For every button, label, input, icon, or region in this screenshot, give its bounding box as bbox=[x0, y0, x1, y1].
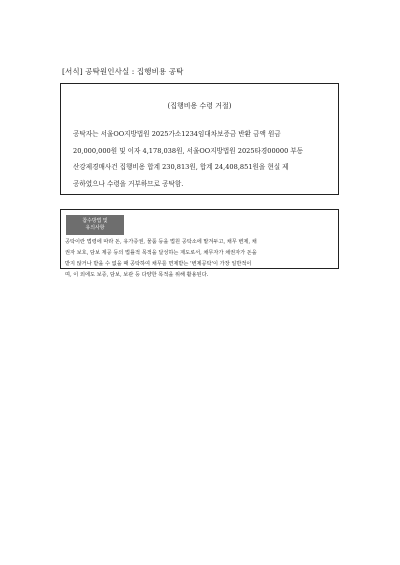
paragraph-line: 20,000,000원 및 이자 4,178,038원, 서울OO지방법원 2025타경00000 부동 bbox=[73, 146, 304, 155]
paragraph-line: 공탁자는 서울OO지방법원 2025가소1234임대차보증금 반환 금액 원금 bbox=[73, 130, 281, 138]
notes-tag-line: 참수방법 및 bbox=[82, 218, 108, 224]
notes-body bbox=[65, 237, 332, 281]
notes-line: 며, 이 외에도 보증, 담보, 보관 등 다양한 목적을 위해 활용된다. bbox=[65, 272, 209, 278]
deposit-cause-box bbox=[60, 83, 339, 195]
notes-tag-label bbox=[66, 215, 124, 235]
deposit-subtitle: (집행비용 수령 거절) bbox=[167, 102, 232, 110]
notes-line: 받지 않거나 받을 수 없을 때 공탁하여 채무를 면제받는 '변제공탁'이 가장 일반적이 bbox=[65, 261, 252, 267]
notes-line: 공탁이란 법령에 따라 돈, 유가증권, 물품 등을 법원 공탁소에 맡겨두고, 채무 변제, 채 bbox=[65, 239, 257, 245]
paragraph-line: 산강제경매사건 집행비용 합계 230,813원, 합계 24,408,851원을 현실 제 bbox=[73, 163, 289, 171]
paragraph-line: 공하였으나 수령을 거부하므로 공탁함. bbox=[73, 179, 184, 188]
deposit-cause-paragraph bbox=[73, 126, 328, 192]
notes-tag-line: 유의사항 bbox=[85, 225, 105, 231]
form-header-title: [서식] 공탁원인사실 : 집행비용 공탁 bbox=[62, 67, 184, 76]
notes-line: 권자 보호, 담보 제공 등의 법률적 목적을 달성하는 제도로서, 채무자가 채권자가 돈을 bbox=[65, 250, 257, 256]
notes-box bbox=[60, 209, 339, 278]
